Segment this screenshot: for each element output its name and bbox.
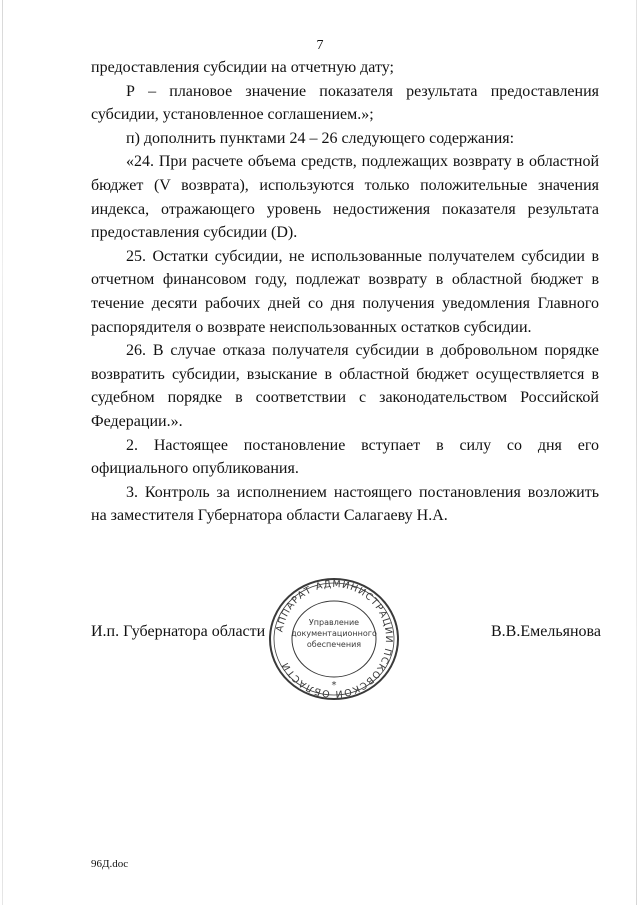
page-number: 7	[316, 38, 324, 53]
stamp-inner-line-2: документационного	[291, 629, 377, 638]
stamp-ring-text: АППАРАТ АДМИНИСТРАЦИИ ПСКОВСКОЙ ОБЛАСТИ	[274, 578, 395, 700]
paragraph-4: 25. Остатки субсидии, не использованные получателем субсидии в отчетном финансовом году, подлежат возврату в областной бюджет в течение десяти рабочих дней со дня получения уведомления Главного распорядителя о возврате неиспользованных остатков субсидии.	[91, 247, 599, 336]
paragraph-2: п) дополнить пунктами 24 – 26 следующего содержания:	[126, 129, 515, 147]
official-stamp	[266, 575, 402, 703]
signatory-name: В.В.Емельянова	[491, 623, 601, 640]
signatory-position: И.п. Губернатора области	[91, 623, 266, 640]
stamp-star: *	[331, 680, 337, 691]
paragraph-0: предоставления субсидии на отчетную дату;	[91, 59, 394, 76]
stamp-inner-ring	[292, 601, 376, 677]
footer-filename: 96Д.doc	[91, 858, 129, 870]
paragraph-6: 2. Настоящее постановление вступает в силу со дня его официального опубликования.	[91, 436, 599, 478]
document-body	[91, 56, 599, 528]
paragraph-3: «24. При расчете объема средств, подлежащих возврату в областной бюджет (V возврата), используются только положительные значения индекса, отражающего уровень недостижения показателя результата предоставления субсидии (D).	[91, 153, 599, 242]
paragraph-7: 3. Контроль за исполнением настоящего постановления возложить на заместителя Губернатора области Салагаеву Н.А.	[91, 483, 599, 525]
stamp-inner-line-1: Управление	[308, 618, 360, 627]
paragraph-1: Р – плановое значение показателя результата предоставления субсидии, установленное соглашением.»;	[91, 82, 599, 124]
stamp-inner-line-3: обеспечения	[306, 640, 362, 649]
scan-edge-left	[2, 0, 3, 905]
scan-edge-right	[636, 0, 637, 905]
paragraph-5: 26. В случае отказа получателя субсидии в добровольном порядке возвратить субсидии, взыскание в областной бюджет осуществляется в судебном порядке в соответствии с законодательством Российской Федерации.».	[91, 342, 599, 430]
